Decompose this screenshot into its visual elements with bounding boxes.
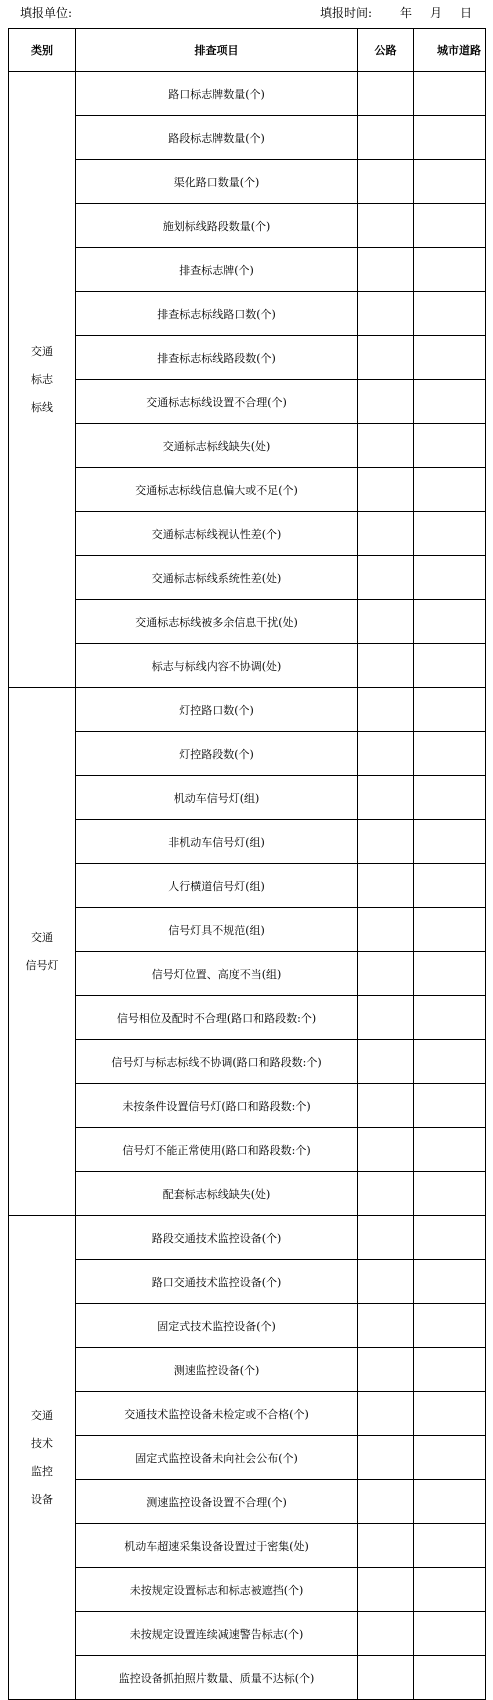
table-row — [9, 72, 486, 116]
table-row — [9, 820, 486, 864]
city-road-value-cell[interactable] — [414, 292, 486, 336]
city-road-value-cell[interactable] — [414, 644, 486, 688]
inspection-item-cell: 标志与标线内容不协调(处) — [76, 644, 358, 688]
city-road-value-cell[interactable] — [414, 952, 486, 996]
inspection-item-cell: 固定式监控设备未向社会公布(个) — [76, 1436, 358, 1480]
city-road-value-cell[interactable] — [414, 1260, 486, 1304]
highway-value-cell[interactable] — [358, 996, 414, 1040]
city-road-value-cell[interactable] — [414, 1084, 486, 1128]
category-cell — [9, 72, 76, 688]
city-road-value-cell[interactable] — [414, 116, 486, 160]
highway-value-cell[interactable] — [358, 1392, 414, 1436]
reporting-time-label: 填报时间: — [320, 6, 373, 20]
highway-value-cell[interactable] — [358, 1260, 414, 1304]
inspection-item-cell: 配套标志标线缺失(处) — [76, 1172, 358, 1216]
highway-value-cell[interactable] — [358, 512, 414, 556]
table-row — [9, 1172, 486, 1216]
table-row — [9, 600, 486, 644]
highway-value-cell[interactable] — [358, 1348, 414, 1392]
highway-value-cell[interactable] — [358, 1436, 414, 1480]
table-row — [9, 336, 486, 380]
highway-value-cell[interactable] — [358, 160, 414, 204]
table-row — [9, 1128, 486, 1172]
table-header-row — [9, 29, 486, 72]
table-row — [9, 908, 486, 952]
city-road-value-cell[interactable] — [414, 1524, 486, 1568]
highway-value-cell[interactable] — [358, 864, 414, 908]
highway-value-cell[interactable] — [358, 732, 414, 776]
inspection-item-cell: 测速监控设备(个) — [76, 1348, 358, 1392]
table-row — [9, 248, 486, 292]
highway-value-cell[interactable] — [358, 424, 414, 468]
day-label: 日 — [460, 6, 473, 20]
table-row — [9, 864, 486, 908]
reporting-unit-label: 填报单位: — [20, 6, 73, 20]
inspection-item-cell: 交通标志标线信息偏大或不足(个) — [76, 468, 358, 512]
inspection-item-cell: 交通标志标线缺失(处) — [76, 424, 358, 468]
table-row — [9, 644, 486, 688]
table-row — [9, 1480, 486, 1524]
inspection-item-cell: 机动车超速采集设备设置过于密集(处) — [76, 1524, 358, 1568]
inspection-item-cell: 路段交通技术监控设备(个) — [76, 1216, 358, 1260]
city-road-value-cell[interactable] — [414, 1436, 486, 1480]
city-road-value-cell[interactable] — [414, 996, 486, 1040]
category-label-line: 信号灯 — [25, 958, 59, 972]
table-row — [9, 1260, 486, 1304]
inspection-item-cell: 未按规定设置标志和标志被遮挡(个) — [76, 1568, 358, 1612]
inspection-item-cell: 信号相位及配时不合理(路口和路段数:个) — [76, 996, 358, 1040]
column-header-item: 排查项目 — [76, 29, 358, 72]
inspection-item-cell: 施划标线路段数量(个) — [76, 204, 358, 248]
column-header-city-road: 城市道路 — [414, 29, 486, 72]
highway-value-cell[interactable] — [358, 1084, 414, 1128]
category-cell — [9, 1216, 76, 1700]
city-road-value-cell[interactable] — [414, 1612, 486, 1656]
city-road-value-cell[interactable] — [414, 556, 486, 600]
table-row — [9, 1392, 486, 1436]
inspection-item-cell: 交通标志标线被多余信息干扰(处) — [76, 600, 358, 644]
category-label-line: 交通 — [31, 344, 53, 358]
city-road-value-cell[interactable] — [414, 820, 486, 864]
city-road-value-cell[interactable] — [414, 1656, 486, 1700]
column-header-category: 类别 — [9, 29, 76, 72]
city-road-value-cell[interactable] — [414, 600, 486, 644]
highway-value-cell[interactable] — [358, 380, 414, 424]
city-road-value-cell[interactable] — [414, 688, 486, 732]
inspection-table — [8, 28, 486, 1700]
table-row — [9, 1568, 486, 1612]
table-row — [9, 1436, 486, 1480]
inspection-item-cell: 排查标志标线路段数(个) — [76, 336, 358, 380]
highway-value-cell[interactable] — [358, 468, 414, 512]
table-row — [9, 204, 486, 248]
table-row — [9, 468, 486, 512]
highway-value-cell[interactable] — [358, 1612, 414, 1656]
inspection-item-cell: 渠化路口数量(个) — [76, 160, 358, 204]
city-road-value-cell[interactable] — [414, 1128, 486, 1172]
inspection-item-cell: 路口标志牌数量(个) — [76, 72, 358, 116]
table-row — [9, 160, 486, 204]
city-road-value-cell[interactable] — [414, 1568, 486, 1612]
column-header-highway: 公路 — [358, 29, 414, 72]
table-row — [9, 688, 486, 732]
inspection-item-cell: 未按规定设置连续减速警告标志(个) — [76, 1612, 358, 1656]
city-road-value-cell[interactable] — [414, 1480, 486, 1524]
highway-value-cell[interactable] — [358, 1304, 414, 1348]
month-label: 月 — [430, 6, 443, 20]
inspection-item-cell: 测速监控设备设置不合理(个) — [76, 1480, 358, 1524]
table-row — [9, 732, 486, 776]
city-road-value-cell[interactable] — [414, 908, 486, 952]
highway-value-cell[interactable] — [358, 248, 414, 292]
highway-value-cell[interactable] — [358, 116, 414, 160]
city-road-value-cell[interactable] — [414, 248, 486, 292]
table-row — [9, 424, 486, 468]
city-road-value-cell[interactable] — [414, 160, 486, 204]
inspection-item-cell: 排查标志标线路口数(个) — [76, 292, 358, 336]
table-row — [9, 952, 486, 996]
city-road-value-cell[interactable] — [414, 424, 486, 468]
highway-value-cell[interactable] — [358, 556, 414, 600]
highway-value-cell[interactable] — [358, 336, 414, 380]
city-road-value-cell[interactable] — [414, 732, 486, 776]
city-road-value-cell[interactable] — [414, 1216, 486, 1260]
inspection-item-cell: 信号灯位置、高度不当(组) — [76, 952, 358, 996]
table-row — [9, 1084, 486, 1128]
city-road-value-cell[interactable] — [414, 336, 486, 380]
table-row — [9, 1524, 486, 1568]
table-row — [9, 776, 486, 820]
city-road-value-cell[interactable] — [414, 468, 486, 512]
inspection-item-cell: 灯控路口数(个) — [76, 688, 358, 732]
table-row — [9, 512, 486, 556]
city-road-value-cell[interactable] — [414, 204, 486, 248]
highway-value-cell[interactable] — [358, 1128, 414, 1172]
inspection-item-cell: 信号灯具不规范(组) — [76, 908, 358, 952]
inspection-item-cell: 未按条件设置信号灯(路口和路段数:个) — [76, 1084, 358, 1128]
highway-value-cell[interactable] — [358, 204, 414, 248]
inspection-item-cell: 路段标志牌数量(个) — [76, 116, 358, 160]
highway-value-cell[interactable] — [358, 1656, 414, 1700]
highway-value-cell[interactable] — [358, 1040, 414, 1084]
highway-value-cell[interactable] — [358, 1524, 414, 1568]
city-road-value-cell[interactable] — [414, 1392, 486, 1436]
city-road-value-cell[interactable] — [414, 1040, 486, 1084]
category-label-line: 标线 — [31, 400, 53, 414]
inspection-item-cell: 排查标志牌(个) — [76, 248, 358, 292]
inspection-item-cell: 交通技术监控设备未检定或不合格(个) — [76, 1392, 358, 1436]
inspection-item-cell: 非机动车信号灯(组) — [76, 820, 358, 864]
year-label: 年 — [400, 6, 413, 20]
inspection-item-cell: 信号灯不能正常使用(路口和路段数:个) — [76, 1128, 358, 1172]
city-road-value-cell[interactable] — [414, 72, 486, 116]
category-label-line: 交通 — [31, 1408, 53, 1422]
table-row — [9, 1304, 486, 1348]
highway-value-cell[interactable] — [358, 820, 414, 864]
category-label-line: 标志 — [31, 372, 53, 386]
city-road-value-cell[interactable] — [414, 1172, 486, 1216]
highway-value-cell[interactable] — [358, 1480, 414, 1524]
city-road-value-cell[interactable] — [414, 1348, 486, 1392]
highway-value-cell[interactable] — [358, 1172, 414, 1216]
table-row — [9, 380, 486, 424]
inspection-item-cell: 灯控路段数(个) — [76, 732, 358, 776]
city-road-value-cell[interactable] — [414, 1304, 486, 1348]
category-cell — [9, 688, 76, 1216]
table-row — [9, 996, 486, 1040]
table-body — [9, 72, 486, 1700]
category-label-line: 设备 — [31, 1492, 53, 1506]
inspection-item-cell: 机动车信号灯(组) — [76, 776, 358, 820]
inspection-item-cell: 交通标志标线视认性差(个) — [76, 512, 358, 556]
inspection-item-cell: 交通标志标线系统性差(处) — [76, 556, 358, 600]
table-row — [9, 292, 486, 336]
inspection-item-cell: 交通标志标线设置不合理(个) — [76, 380, 358, 424]
highway-value-cell[interactable] — [358, 72, 414, 116]
highway-value-cell[interactable] — [358, 600, 414, 644]
category-label-line: 监控 — [31, 1464, 53, 1478]
table-row — [9, 1348, 486, 1392]
highway-value-cell[interactable] — [358, 1568, 414, 1612]
table-row — [9, 116, 486, 160]
city-road-value-cell[interactable] — [414, 864, 486, 908]
highway-value-cell[interactable] — [358, 952, 414, 996]
table-row — [9, 556, 486, 600]
highway-value-cell[interactable] — [358, 292, 414, 336]
city-road-value-cell[interactable] — [414, 380, 486, 424]
highway-value-cell[interactable] — [358, 1216, 414, 1260]
inspection-item-cell: 信号灯与标志标线不协调(路口和路段数:个) — [76, 1040, 358, 1084]
table-row — [9, 1216, 486, 1260]
category-label-line: 技术 — [31, 1436, 53, 1450]
highway-value-cell[interactable] — [358, 776, 414, 820]
inspection-item-cell: 固定式技术监控设备(个) — [76, 1304, 358, 1348]
highway-value-cell[interactable] — [358, 644, 414, 688]
inspection-item-cell: 监控设备抓拍照片数量、质量不达标(个) — [76, 1656, 358, 1700]
city-road-value-cell[interactable] — [414, 512, 486, 556]
inspection-item-cell: 路口交通技术监控设备(个) — [76, 1260, 358, 1304]
report-header — [0, 0, 493, 28]
table-row — [9, 1656, 486, 1700]
highway-value-cell[interactable] — [358, 908, 414, 952]
table-row — [9, 1040, 486, 1084]
category-label-line: 交通 — [31, 930, 53, 944]
table-row — [9, 1612, 486, 1656]
inspection-item-cell: 人行横道信号灯(组) — [76, 864, 358, 908]
city-road-value-cell[interactable] — [414, 776, 486, 820]
highway-value-cell[interactable] — [358, 688, 414, 732]
